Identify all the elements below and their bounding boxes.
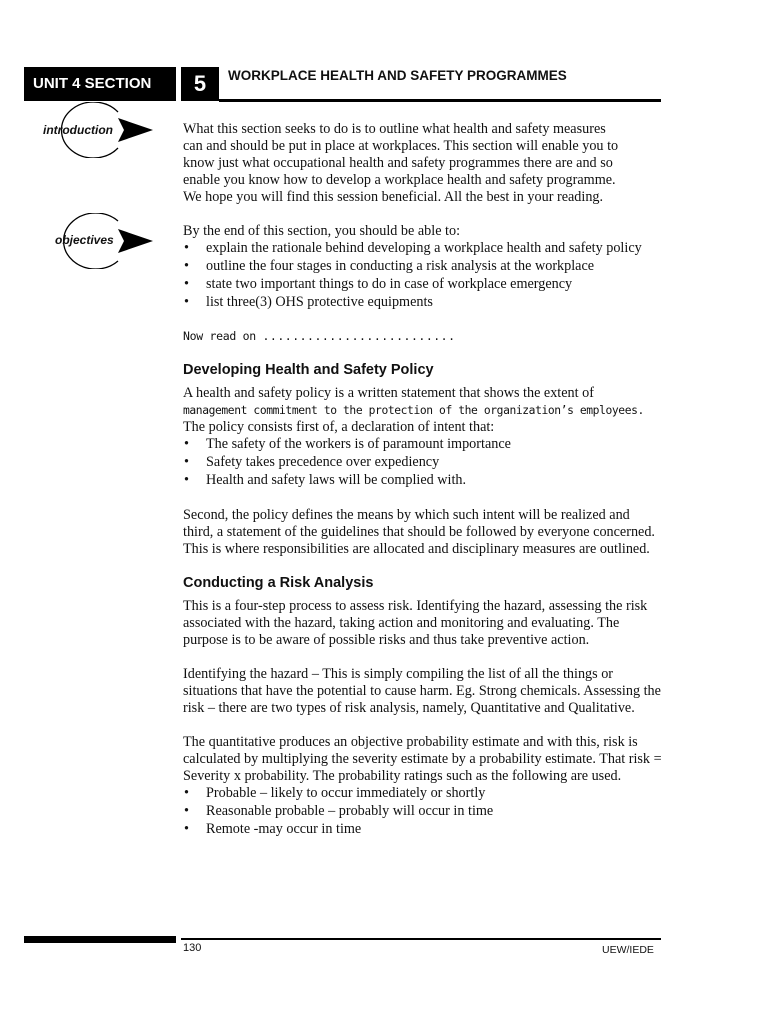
list-item: • explain the rationale behind developing a workplace health and safety policy bbox=[183, 240, 663, 257]
policy-list bbox=[183, 436, 663, 489]
section-number: 5 bbox=[181, 67, 219, 101]
page-number: 130 bbox=[183, 942, 202, 954]
list-item: • outline the four stages in conducting a risk analysis at the workplace bbox=[183, 258, 663, 275]
list-item: • list three(3) OHS protective equipments bbox=[183, 294, 663, 311]
footer-rule bbox=[181, 938, 661, 940]
list-item: • Reasonable probable – probably will occur in time bbox=[183, 803, 663, 820]
list-item: • Probable – likely to occur immediately or shortly bbox=[183, 785, 663, 802]
policy-paragraph-2: Second, the policy defines the means by which such intent will be realized and third, a statement of the guidelines that should be followed by everyone concerned. This is where responsibilities are allocated and disciplinary measures are outlined. bbox=[183, 507, 655, 557]
objectives-list bbox=[183, 240, 663, 311]
list-item: • The safety of the workers is of paramount importance bbox=[183, 436, 663, 453]
introduction-label: introduction bbox=[43, 123, 113, 137]
risk-list bbox=[183, 785, 663, 838]
introduction-marker bbox=[38, 102, 160, 158]
risk-paragraph-2: Identifying the hazard – This is simply compiling the list of all the things or situations that have the potential to cause harm. Eg. Strong chemicals. Assessing the risk – there are two types of risk analysis, namely, Quantitative and Qualitative. bbox=[183, 666, 661, 716]
policy-heading: Developing Health and Safety Policy bbox=[183, 362, 434, 378]
now-read-on: Now read on .......................... bbox=[183, 329, 456, 343]
objectives-marker bbox=[38, 213, 160, 269]
list-item: • Remote -may occur in time bbox=[183, 821, 663, 838]
risk-paragraph-3: The quantitative produces an objective probability estimate and with this, risk is calculated by multiplying the severity estimate by a probability estimate. That risk = Severity x probability. The probability ratings such as the following are used. bbox=[183, 734, 662, 784]
footer-code: UEW/IEDE bbox=[602, 944, 654, 956]
policy-paragraph: A health and safety policy is a written statement that shows the extent of management commitment to the protection of the organization’s employees. The policy consists first of, a declaration of intent that: bbox=[183, 385, 644, 435]
objectives-label: objectives bbox=[55, 233, 114, 247]
page-title: WORKPLACE HEALTH AND SAFETY PROGRAMMES bbox=[228, 68, 567, 83]
footer-bar bbox=[24, 936, 176, 943]
list-item: • state two important things to do in case of workplace emergency bbox=[183, 276, 663, 293]
unit-label: UNIT 4 SECTION bbox=[24, 67, 176, 101]
risk-paragraph-1: This is a four-step process to assess risk. Identifying the hazard, assessing the risk associated with the hazard, taking action and monitoring and evaluating. The purpose is to be aware of possible risks and thus take preventive action. bbox=[183, 598, 648, 648]
intro-paragraph: What this section seeks to do is to outline what health and safety measures can and should be put in place at workplaces. This section will enable you to know just what occupational health and safety programmes there are and so enable you know how to develop a workplace health and safety programme. We hope you will find this session beneficial. All the best in your reading. bbox=[183, 121, 619, 205]
objectives-lead: By the end of this section, you should be able to: bbox=[183, 223, 461, 239]
list-item: • Health and safety laws will be complied with. bbox=[183, 472, 663, 489]
risk-heading: Conducting a Risk Analysis bbox=[183, 575, 374, 591]
header-rule bbox=[219, 99, 661, 102]
list-item: • Safety takes precedence over expediency bbox=[183, 454, 663, 471]
main-content bbox=[183, 121, 663, 839]
